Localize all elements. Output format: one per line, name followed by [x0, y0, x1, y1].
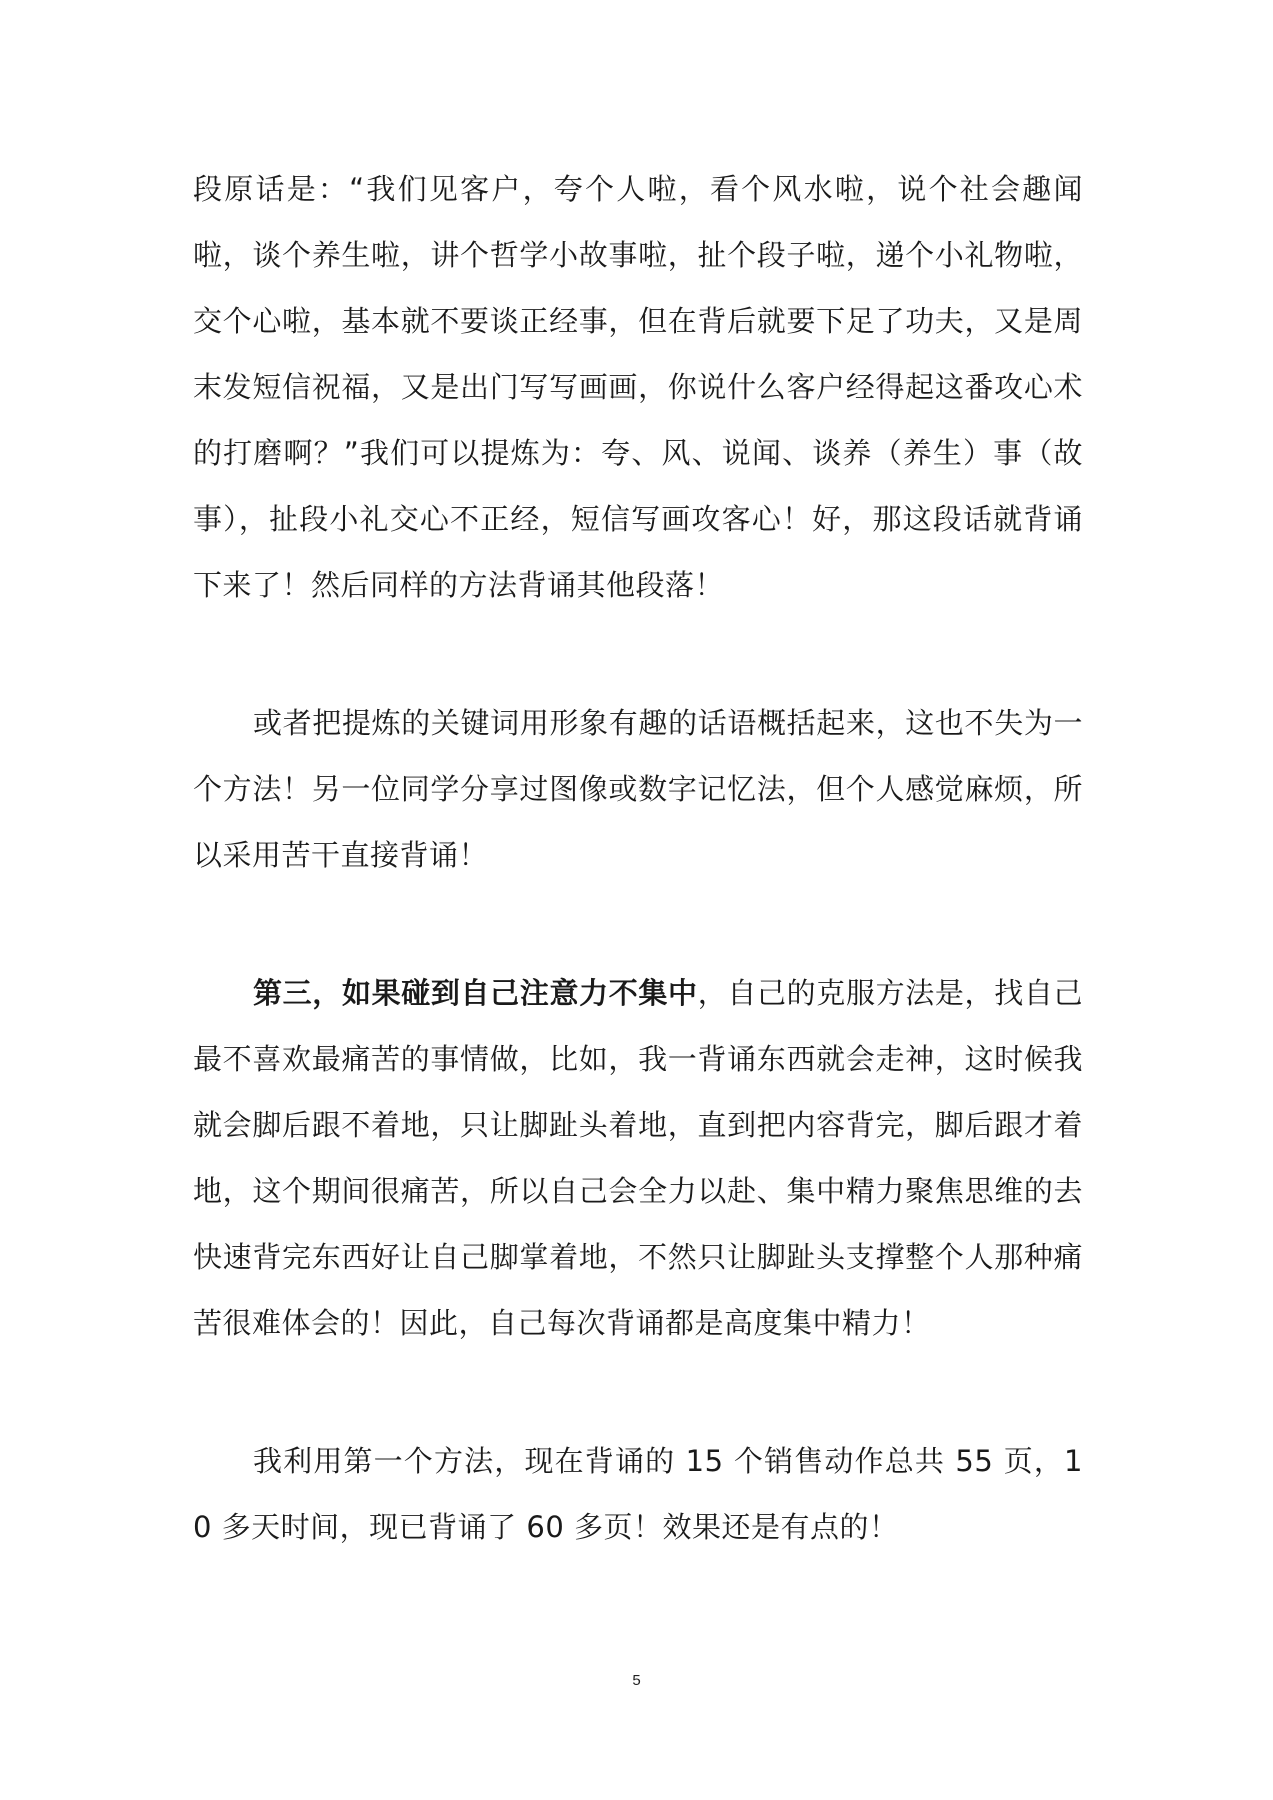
- paragraph-3: [193, 960, 1083, 1356]
- paragraph-1-text: 段原话是：“我们见客户，夸个人啦，看个风水啦，说个社会趣闻啦，谈个养生啦，讲个哲学小故事啦，扯个段子啦，递个小礼物啦，交个心啦，基本就不要谈正经事，但在背后就要下足了功夫，又是周末发短信祝福，又是出门写写画画，你说什么客户经得起这番攻心术的打磨啊？”我们可以提炼为：夸、风、说闻、谈养（养生）事（故事），扯段小礼交心不正经，短信写画攻客心！好，那这段话就背诵下来了！然后同样的方法背诵其他段落！: [193, 172, 1083, 602]
- page-number: 5: [632, 1672, 641, 1689]
- paragraph-2: [193, 690, 1083, 888]
- paragraph-4-text: 我利用第一个方法，现在背诵的 15 个销售动作总共 55 页，10 多天时间，现已背诵了 60 多页！效果还是有点的！: [193, 1444, 1083, 1544]
- paragraph-1: [193, 156, 1083, 618]
- paragraph-3-text: ，自己的克服方法是，找自己最不喜欢最痛苦的事情做，比如，我一背诵东西就会走神，这时候我就会脚后跟不着地，只让脚趾头着地，直到把内容背完，脚后跟才着地，这个期间很痛苦，所以自己会全力以赴、集中精力聚焦思维的去快速背完东西好让自己脚掌着地，不然只让脚趾头支撑整个人那种痛苦很难体会的！因此，自己每次背诵都是高度集中精力！: [193, 976, 1083, 1340]
- paragraph-4: [193, 1428, 1083, 1560]
- paragraph-2-text: 或者把提炼的关键词用形象有趣的话语概括起来，这也不失为一个方法！另一位同学分享过图像或数字记忆法，但个人感觉麻烦，所以采用苦干直接背诵！: [193, 706, 1083, 872]
- paragraph-3-bold-lead: 第三，如果碰到自己注意力不集中: [253, 976, 698, 1010]
